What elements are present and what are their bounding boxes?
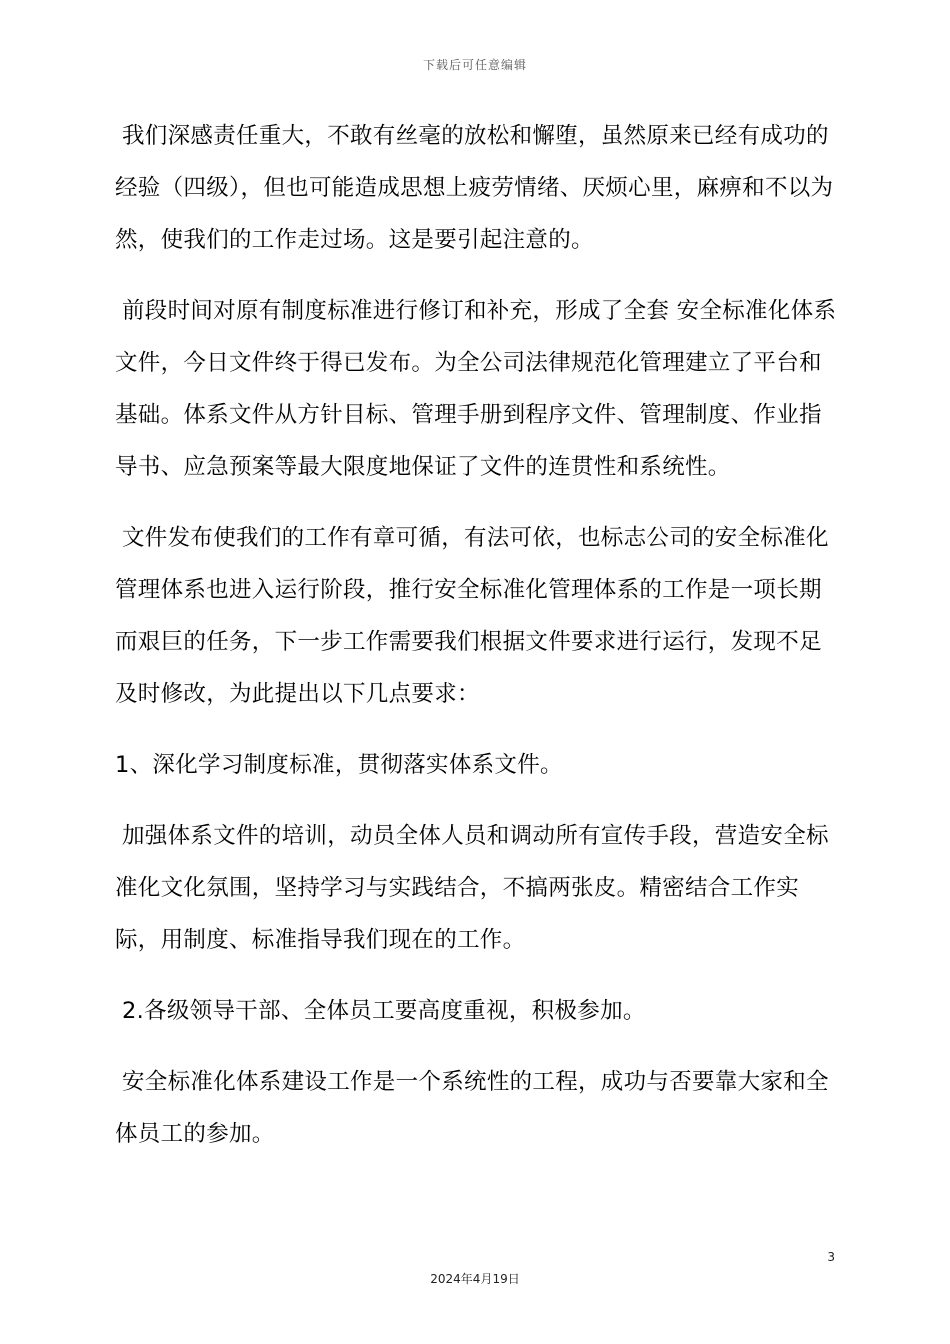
paragraph-responsibility: 我们深感责任重大，不敢有丝毫的放松和懈堕，虽然原来已经有成功的经验（四级），但也可能造成思想上疲劳情绪、厌烦心里，麻痹和不以为然，使我们的工作走过场。这是要引起注意的。	[115, 123, 834, 253]
paragraph-participation: 安全标准化体系建设工作是一个系统性的工程，成功与否要靠大家和全体员工的参加。	[115, 1069, 829, 1147]
page-header: 下载后可任意编辑	[422, 58, 527, 72]
paragraph-revision: 前段时间对原有制度标准进行修订和补充，形成了全套 安全标准化体系文件，今日文件终于得已发布。为全公司法律规范化管理建立了平台和基础。体系文件从方针目标、管理手册到程序文件、管理制度、作业指导书、应急预案等最大限度地保证了文件的连贯性和系统性。	[115, 298, 837, 480]
requirement-heading-1: 1、深化学习制度标准，贯彻落实体系文件。	[115, 752, 563, 778]
paragraph-training: 加强体系文件的培训，动员全体人员和调动所有宣传手段，营造安全标准化文化氛围，坚持学习与实践结合，不搞两张皮。精密结合工作实际，用制度、标准指导我们现在的工作。	[115, 823, 829, 953]
document-body	[115, 110, 837, 1179]
paragraph-release: 文件发布使我们的工作有章可循，有法可依，也标志公司的安全标准化管理体系也进入运行阶段，推行安全标准化管理体系的工作是一项长期而艰巨的任务，下一步工作需要我们根据文件要求进行运行，发现不足及时修改，为此提出以下几点要求：	[115, 525, 829, 707]
requirement-heading-2: 2.各级领导干部、全体员工要高度重视，积极参加。	[122, 998, 646, 1024]
page-number: 3	[827, 1250, 835, 1264]
footer-date: 2024年4月19日	[430, 1272, 520, 1286]
